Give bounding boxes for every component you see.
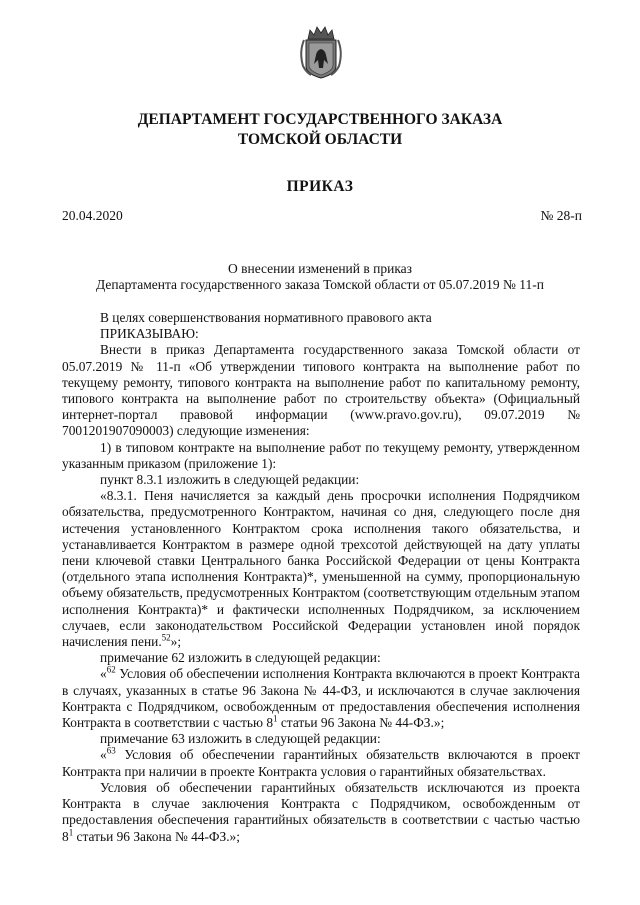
note-63-cont-tail: статьи 96 Закона № 44-ФЗ.»; bbox=[73, 828, 240, 844]
clause-8-3-1-tail: »; bbox=[170, 634, 182, 650]
tomsk-coat-of-arms-emblem bbox=[297, 22, 345, 80]
paragraph-note-63-intro: примечание 63 изложить в следующей редакции: bbox=[100, 731, 381, 747]
paragraph-note-62-intro: примечание 62 изложить в следующей редакции: bbox=[100, 650, 381, 666]
quote-open: « bbox=[100, 747, 107, 763]
paragraph-item-1: 1) в типовом контракте на выполнение работ по текущему ремонту, утвержденном указанным приказом (приложение 1): bbox=[62, 439, 580, 471]
footnote-ref-63: 63 bbox=[106, 746, 116, 757]
paragraph-clause-8-3-1-intro: пункт 8.3.1 изложить в следующей редакции: bbox=[100, 472, 360, 488]
footnote-ref-52: 52 bbox=[161, 632, 171, 643]
note-63-text: Условия об обеспечении гарантийных обязательств включаются в проект Контракта при наличии в проекте Контракта условия о гарантийных обязательствах. bbox=[62, 747, 580, 779]
superscript-1: 1 bbox=[68, 827, 74, 838]
paragraph-note-63 bbox=[62, 747, 580, 779]
preamble: В целях совершенствования нормативного правового акта bbox=[100, 310, 432, 325]
quote-open: « bbox=[100, 666, 107, 682]
document-title: ПРИКАЗ bbox=[286, 178, 354, 195]
subject-line2: Департамента государственного заказа Томской области от 05.07.2019 № 11-п bbox=[95, 277, 545, 292]
document-date: 20.04.2020 bbox=[62, 208, 123, 223]
note-63-cont-text: Условия об обеспечении гарантийных обязательств исключаются из проекта Контракта в случае заключения Контракта с Подрядчиком, освобожденным от предоставления обеспечения гарантийных обязательств в соответствии с частью частью 8 bbox=[62, 779, 580, 844]
note-62-tail: статьи 96 Закона № 44-ФЗ.»; bbox=[277, 715, 445, 731]
department-name-line1: ДЕПАРТАМЕНТ ГОСУДАРСТВЕННОГО ЗАКАЗА bbox=[137, 111, 503, 128]
footnote-ref-62: 62 bbox=[106, 665, 116, 675]
subject-line1: О внесении изменений в приказ bbox=[227, 261, 413, 276]
paragraph-note-63-continued bbox=[62, 780, 580, 845]
department-name-line2: ТОМСКОЙ ОБЛАСТИ bbox=[237, 131, 403, 148]
document-number: № 28-п bbox=[540, 208, 582, 223]
paragraph-clause-8-3-1 bbox=[62, 488, 580, 650]
clause-8-3-1-text: «8.3.1. Пеня начисляется за каждый день просрочки исполнения Подрядчиком обязательства, предусмотренного Контрактом, начиная со дня, следующего после дня истечения установленного Контрактом срока исполнения такого обязательства, и устанавливается Контрактом в размере одной трехсотой действующей на дату уплаты пени ключевой ставки Центрального банка Российской Федерации от цены Контракта (отдельного этапа исполнения Контракта)*, уменьшенной на сумму, пропорциональную объему обязательств, предусмотренных Контрактом (соответствующим отдельным этапом исполнения Контракта)* и фактически исполненных Подрядчиком, за исключением случаев, если законодательством Российской Федерации установлен иной порядок начисления пени. bbox=[62, 488, 580, 650]
paragraph-amend-order: Внести в приказ Департамента государственного заказа Томской области от 05.07.2019 № 11-п «Об утверждении типового контракта на выполнение работ по текущему ремонту, типового контракта на выполнение работ по капитальному ремонту, типового контракта на выполнение работ по строительству объекта» (Официальный интернет-портал правовой информации (www.pravo.gov.ru), 09.07.2019 № 7001201907090003) следующие изменения: bbox=[62, 342, 580, 439]
superscript-1: 1 bbox=[273, 713, 278, 724]
document-body bbox=[62, 310, 580, 845]
order-keyword: ПРИКАЗЫВАЮ: bbox=[100, 326, 199, 342]
paragraph-note-62 bbox=[62, 666, 580, 731]
note-62-text: Условия об обеспечении исполнения Контракта включаются в проект Контракта в случаях, указанных в статье 96 Закона № 44-ФЗ, и исключаются в случае заключения Контракта с Подрядчиком, освобожденным от предоставления обеспечения исполнения Контракта в соответствии с частью 8 bbox=[62, 666, 580, 731]
